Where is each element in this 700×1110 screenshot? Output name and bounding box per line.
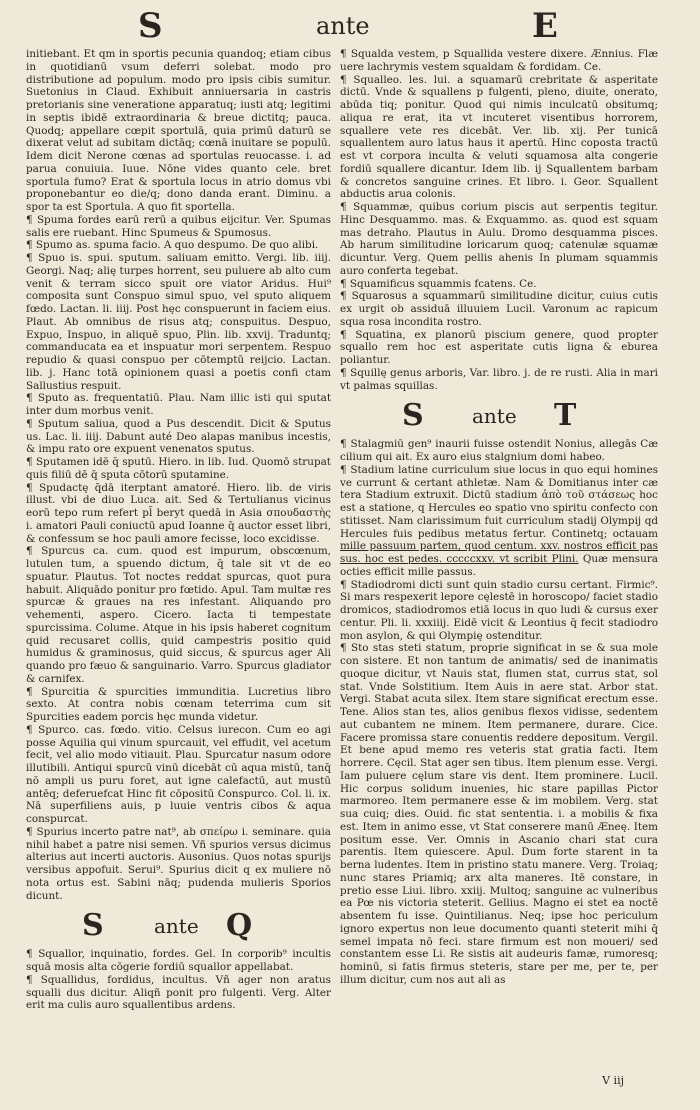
entry-squallor: ¶ Squallor, inquinatio, fordes. Gel. In corporib⁹ incultis squā mosis alta cōgerie fordiū squallor appellabat.	[26, 948, 331, 973]
section-heading-s-ante-q	[26, 906, 331, 946]
entry-squammae: ¶ Squammæ, quibus corium piscis aut serpentis tegitur. Hinc Desquammo. mas. & Exquammo. as. quod est squam mas detraho. Plautus in Aulu. Dromo desquamma pisces. Ab harum similitudine loricarum quoq; catenulæ squamæ dicuntur. Verg. Quem pellis ahenis In plumam squammis auro conferta tegebat.	[340, 201, 658, 277]
section-initial: S	[402, 398, 424, 434]
entry-squillae: ¶ Squillę genus arboris, Var. libro. j. de re rusti. Alia in mari vt palmas squillas.	[340, 366, 658, 392]
entry-squalleo: ¶ Squalleo. les. lui. a squamarū crebritate & asperitate dictū. Vnde & squallens p fulgenti, pleno, diuite, onerato, abūda tiq; ponitur. Quod qui nimis inculcatū obsitumq; aliqua re erat, ita vt incuteret visentibus horrorem, squallere vete res dicebāt. Ver. lib. xij. Per tunicā squallentem auro latus haus it apertū. Hinc coposta tractū est vt corpora inculta & veluti squamosa alta congerie fordiū squallere dicantur. Idem lib. ij Squallentem barbam & concretos sanguine crines. Et libro. i. Geor. Squallent abductis arua colonis.	[340, 73, 658, 201]
entry-squalda: ¶ Squalda vestem, p Squallida vestere dixere. Ænnius. Flæ uere lachrymis vestem squaldam & fordidam. Ce.	[340, 48, 658, 73]
entry-spurius: ¶ Spurius incerto patre nat⁹, ab σπείρω i. seminare. quia nihil habet a patre nisi semen. Vñ spurios versus dicimus alterius aut incerti auctoris. Ausonius. Quos notas spurijs versibus appofuit. Serui⁹. Spurius dicit q ex muliere nō nota ortus est. Sabini nāq; pudenda mulieris Sporios dicunt.	[26, 825, 331, 902]
underlined-passage: sus. hoc est pedes. cccccxxv. vt scribit Plini.	[340, 553, 579, 565]
entry-spumo: ¶ Spumo as. spuma facio. A quo despumo. De quo alibi.	[26, 239, 319, 252]
entry-sputamen: ¶ Sputamen idē q̄ sputū. Hiero. in lib. Iud. Quomō strupat quis filiū dē q̄ sputa cōtorū sputamine.	[26, 456, 331, 481]
entry-spurcitia: ¶ Spurcitia & spurcities immunditia. Lucretius libro sexto. At contra nobis cœnam teterrima cum sit Spurcities eadem porcis hęc munda videtur.	[26, 685, 331, 723]
header-word: ante	[316, 12, 370, 40]
entry-stadiodromi: ¶ Stadiodromi dicti sunt quin stadio cursu certant. Firmic⁹. Si mars respexerit lepore cęlestē in horoscopo/ faciet stadio dromicos, stadiodromos etiā locus in quo ludi & cursus exer centur. Pli. li. xxxiiij. Eidē vicit & Leontius q̄ fecit stadiodro mon asylon, & qui Olympię ostenditur.	[340, 578, 658, 642]
section-word: ante	[154, 914, 199, 939]
section-word: ante	[472, 404, 517, 429]
header-initial-right: E	[532, 6, 558, 46]
entry-squallidus: ¶ Squallidus, fordidus, incultus. Vñ ager non aratus squalli dus dicitur. Aliqñ ponit pro fulgenti. Verg. Alter erit ma culis auro squallentibus ardens.	[26, 973, 331, 1012]
entry-text: initiebant. Et qm in sportis pecunia quandoq; etiam cibus in quotidianū vsum deferri solebat. modo pro distributione ad populum. modo pro ipsis cibis sumitur. Suetonius in Claud. Exhibuit anniuersaria in castris pretorianis sine veneratione apparatuq; iusti atq; legitimi in septis ibidē extraordinaria & breue dictitq; pauca. Quodq; appellare cœpit sportulā, quia primū daturū se dixerat velut ad subitam dictāq; cœnā inuitare se populū. Idem dicit Nerone cœnas ad sportulas reuocasse. i. ad parua conuiuia. Iuue. Nōne vides quanto cele. bret sportula fumo? Erat & sportula locus in atrio domus vbi proponebantur eo die/q; dono danda erant. Diminu. a spor ta est Sportula. A quo fit sportella.	[26, 48, 331, 213]
entry-spuma: ¶ Spuma fordes earū rerū a quibus eijcitur. Ver. Spumas salis ere ruebant. Hinc Spumeus & Spumosus.	[26, 213, 331, 239]
stadium-text: Stadium latine curriculum siue locus in quo equi homines ve currunt & certant athletæ. Nam & Domitianus inter cæ tera Stadium extruxit. Dictū stadium ἀπὸ τοῦ στάσεως hoc est a statione, q Hercules eo spatio vno spiritu confecto con stitisset. Nam clarissimum fuit curriculum stadij Olympij qd Hercules fuis pedibus metatus fertur. Continetq; octauam	[340, 463, 658, 540]
underlined-passage: mille passuum partem, quod centum. xxv. nostros efficit pas	[340, 540, 658, 553]
section-heading-s-ante-t	[340, 396, 658, 436]
left-column	[26, 48, 331, 1012]
entry-sputum: ¶ Sputum saliua, quod a Pus descendit. Dicit & Sputus us. Lac. li. iiij. Dabunt auté Deo alapas manibus incestis, & impu rato ore expuent venenatos sputus.	[26, 417, 331, 456]
entry-stalagmium: ¶ Stalagmiū gen⁹ inaurii fuisse ostendit Nonius, allegās Cæ cilium qui ait. Ex auro eius stalgnium domi habeo.	[340, 438, 658, 463]
entry-squamificus: ¶ Squamificus squammis fcatens. Ce.	[340, 277, 537, 290]
signature-mark: V iij	[602, 1074, 624, 1087]
entry-sto: ¶ Sto stas steti statum, proprie significat in se & sua mole con sistere. Et non tantum de animatis/ sed de inanimatis quoque dicitur, vt Nauis stat, flumen stat, currus stat, sol stat. Vnde Solstitium. Item Auis in aere stat. Arbor stat. Vergi. Stabat acuta silex. Item stare significat erectum esse. Tene. Alios stan tes, alios genibus flexos vidisse, sedentem aut cubantem ne minem. Item permanere, durare. Cice. Facere promissa stare conuentis reddere depositum. Vergil. Et bene apud memo res veteris stat gratia facti. Item horrere. Cęcil. Stat ager sen tibus. Item plenum esse. Vergi. Iam puluere cęlum stare vis dent. Item prominere. Lucil. Hic corpus solidum inuenies, hic stare papillas Pictor marmoreo. Item permanere esse & im mobilem. Verg. stat sua cuiq; dies. Ouid. fic stat sententia. i. a mobilis & fixa est. Item in animo esse, vt Stat conserere manū Æneę. Item positum esse. Ver. Omnis in Ascanio chari stat cura parentis. Item quiescere. Apul. Dum forte starent in ta berna ludentes. Item in pristino statu manere. Verg. Troiaq; nunc stares Priamiq; arx alta maneres. Itē constare, in pretio esse Liui. libro. xxiij. Multoq; sanguine ac vulneribus ea Pœ nis victoria steterit. Gellius. Magno ei stet ea noctē absentem fu isse. Quintilianus. Neq; ipse hoc periculum ignoro expertus non leue documento quanti steterit mihi q̄ semel impata nō feci. stare firmum est non moueri/ sed constantem esse Li. Re sistis ait audeuris famæ, rumoresq; hominū, si fatis firmus steteris, stare per me, per te, per illum dicitur, cum nos aut ali as	[340, 642, 658, 986]
section-initial: S	[82, 908, 104, 944]
entry-sputo: ¶ Sputo as. frequentatiū. Plau. Nam illic isti qui sputat inter dum morbus venit.	[26, 392, 331, 417]
entry-squarosus: ¶ Squarosus a squammarū similitudine dicitur, cuius cutis ex urgit ob assiduā illuuiem Lucil. Varonum ac rapicum squa rosa incondita rostro.	[340, 290, 658, 328]
entry-squatina: ¶ Squatina, ex planorū piscium genere, quod propter squallo rem hoc est asperitate cutis ligna & eburea poliantur.	[340, 328, 658, 366]
right-column	[340, 48, 658, 987]
entry-spurco: ¶ Spurco. cas. fœdo. vitio. Celsus iurecon. Cum eo agi posse Aquilia qui vinum spurcauit, vel effudit, vel acetum fecit, vel alio modo vitiauit. Plau. Spurcatur nasum odore illutibili. Antiqui spurcū vinū dicebāt cū aqua mistū, tanq̄ nō ampli us puru foret, aut igne calefactū, aut mustū antēq; deferuefcat Hinc fit cōpositū Conspurco. Col. li. ix. Nā superfiliens auis, p luuie ventris cibos & aqua conspurcat.	[26, 723, 331, 825]
entry-spurcus: ¶ Spurcus ca. cum. quod est impurum, obscœnum, lutulen tum, a spuendo dictum, q̄ tale sit vt de eo spuatur. Plautus. Tot noctes reddat spurcas, quot pura habuit. Aliquādo ponitur pro fœtido. Apul. Tam multæ res spurcæ & graues na res infestant. Aliquando pro vehementi, aspero. Cicero. Iacta ti tempestate spurcissima. Colume. Atque in his ipsis haberet cognitum quid recusaret collis, quid campestris positio quid humidus & graminosus, quid siccus, & spurcus ager Ali quando pro fæuo & sanguinario. Varro. Spurcus gladiator & carnifex.	[26, 545, 331, 685]
running-header	[0, 6, 700, 50]
entry-stadium: ¶ Stadium latine curriculum siue locus in quo equi homines ve currunt & certant athletæ. Nam & Domitianus inter cæ tera Stadium extruxit. Dictū stadium ἀπὸ τοῦ στάσεως hoc est a statione, q Hercules eo spatio vno spiritu confecto con stitisset. Nam clarissimum fuit curriculum stadij Olympij qd Hercules fuis pedibus metatus fertur. Continetq; octauam mille passuum partem, quod centum. xxv. nostros efficit pas sus. hoc est pedes. cccccxxv. vt scribit Plini. Quæ mensura octies efficit mille passus.	[340, 463, 658, 578]
section-initial-right: Q	[226, 908, 253, 944]
entry-spuo: ¶ Spuo is. spui. sputum. saliuam emitto. Vergi. lib. iiij. Georgi. Naq; alię turpes horrent, seu puluere ab alto cum venit & terram sicco spuit ore viator Aridus. Hui⁹ composita sunt Conspuo simul spuo, vel sputo aliquem fœdo. Lactan. li. iiij. Post hęc conspuerunt in faciem eius. Plaut. Ab omnibus de risus atq; conspuitus. Despuo, Expuo, Inspuo, in aliquē spuo, Plin. lib. xxvij. Traduntq; commanducata ea et inspuatur mori serpentem. Respuo repudio & quasi conspuo per cōtemptū reijcio. Lactan. lib. j. Hanc totā opinionem quasi a poetis confi ctam Sallustius respuit.	[26, 252, 331, 392]
header-initial-left: S	[138, 6, 163, 46]
stadium-text-end: Quæ mensura octies efficit mille passus.	[340, 553, 658, 578]
section-initial-right: T	[554, 398, 577, 434]
entry-spudactae: ¶ Spudactę q̄dā iterptant amatoré. Hiero. lib. de viris illust. vbi de diuo Luca. ait. Sed & Tertulianus vicinus eorū tepo rum refert pl̃ beryt quedā in Asia σπουδαστὴς i. amatori Pauli coniuctū apud Ioanne q̄ auctor esset libri, & confessum se hoc pauli amore fecisse, loco excidisse.	[26, 481, 331, 545]
